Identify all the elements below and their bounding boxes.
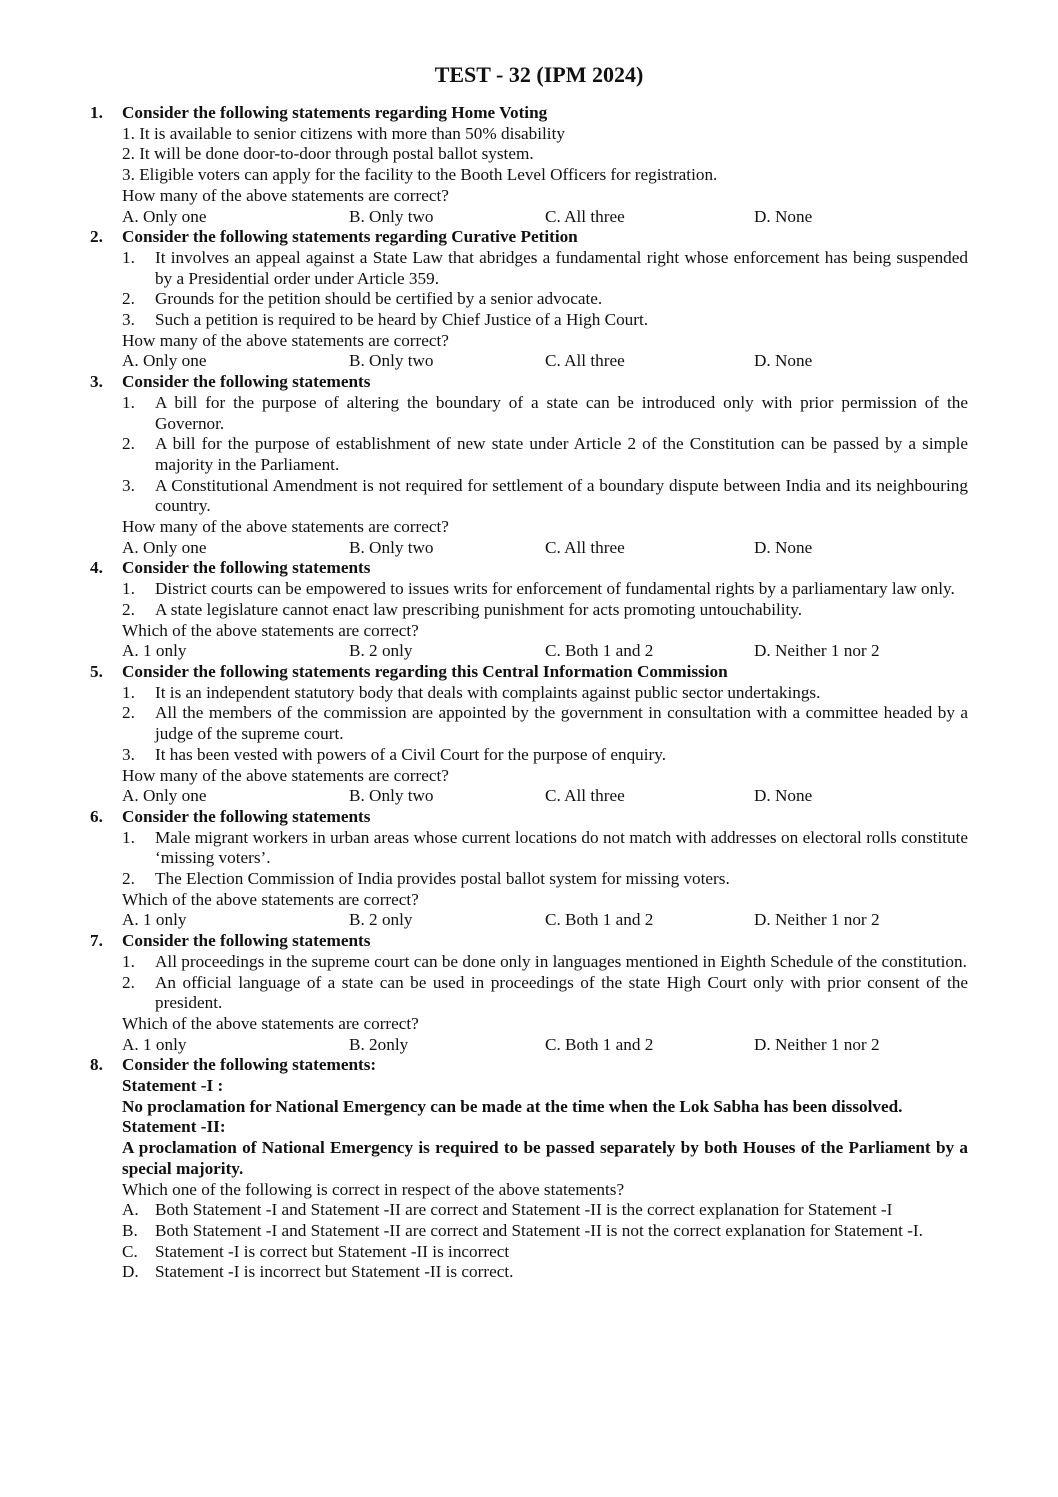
statement-number: 1. [122,392,135,412]
question-2 [90,227,968,372]
statement-number: 1. [122,827,135,847]
answer-options [122,910,968,931]
option-text: Both Statement -I and Statement -II are correct and Statement -II is not the correct explanation for Statement -I. [155,1220,923,1240]
question-prompt: Which one of the following is correct in respect of the above statements? [122,1179,625,1199]
option-letter: A. [122,1200,139,1220]
question-8 [90,1055,968,1283]
question-1 [90,103,968,227]
question-7 [90,931,968,1055]
statement-text: Such a petition is required to be heard by Chief Justice of a High Court. [155,310,649,330]
answer-option: D. None [754,351,813,371]
question-prompt: How many of the above statements are correct? [122,517,449,537]
statement-text: A bill for the purpose of altering the boundary of a state can be introduced only with prior permission of the Governor. [155,392,968,433]
statement-number: 3. [122,165,135,185]
statement-1-label: Statement -I : [122,1076,224,1096]
statement-item [122,434,968,475]
statement-number: 2. [122,869,135,889]
statement-number: 2. [122,703,135,723]
question-list [90,103,968,1055]
statement-item [122,124,968,145]
statement-item [122,393,968,434]
statement-item [122,952,968,973]
question-5 [90,662,968,807]
statement-item [122,683,968,704]
answer-option [122,1262,968,1283]
question-number: 1. [90,103,103,122]
answer-option: C. All three [545,786,625,806]
statement-text: District courts can be empowered to issues writs for enforcement of fundamental rights by a parliamentary law only. [155,579,955,599]
answer-options [122,538,968,559]
statement-number: 1. [122,247,135,267]
question-heading: Consider the following statements regarding Home Voting [122,103,548,122]
question-heading: Consider the following statements regarding Curative Petition [122,227,578,247]
question-number: 4. [90,558,103,578]
answer-option: C. Both 1 and 2 [545,641,654,661]
answer-option: B. 2 only [349,641,413,661]
question-4 [90,558,968,662]
answer-options [122,786,968,807]
question-heading: Consider the following statements: [122,1055,377,1075]
question-number: 5. [90,661,103,681]
answer-option: B. Only two [349,537,434,557]
question-prompt: How many of the above statements are correct? [122,185,449,205]
answer-option: B. Only two [349,786,434,806]
answer-option: D. None [754,206,813,226]
statement-item [122,869,968,890]
question-prompt: How many of the above statements are correct? [122,330,449,350]
answer-options [122,641,968,662]
option-text: Statement -I is incorrect but Statement -II is correct. [155,1262,514,1282]
statement-item [122,703,968,744]
statement-item [122,579,968,600]
question-number: 3. [90,372,103,392]
question-heading: Consider the following statements regarding this Central Information Commission [122,661,728,681]
option-letter: C. [122,1241,138,1261]
statement-2-text: A proclamation of National Emergency is required to be passed separately by both Houses of the Parliament by a special majority. [122,1138,968,1178]
statement-item [122,144,968,165]
question-6 [90,807,968,931]
statement-item [122,289,968,310]
question-number: 8. [90,1055,103,1075]
answer-options [122,351,968,372]
statement-item [122,828,968,869]
statement-text: A bill for the purpose of establishment of new state under Article 2 of the Constitution can be passed by a simple majority in the Parliament. [155,434,968,474]
statement-text: Male migrant workers in urban areas whose current locations do not match with addresses on electoral rolls constitute ‘missing voters’. [155,827,968,868]
statement-item [122,600,968,621]
answer-option: B. 2 only [349,910,413,930]
statement-text: A Constitutional Amendment is not required for settlement of a boundary dispute between India and its neighbouring country. [155,475,968,516]
answer-option: D. Neither 1 nor 2 [754,910,880,930]
question-prompt: Which of the above statements are correct? [122,1013,419,1033]
answer-option [122,1242,968,1263]
answer-option: A. Only one [122,786,207,806]
answer-option: C. All three [545,206,625,226]
answer-option: B. 2only [349,1034,409,1054]
answer-option: D. None [754,537,813,557]
answer-option: A. 1 only [122,641,187,661]
question-heading: Consider the following statements [122,806,371,826]
question-prompt: How many of the above statements are correct? [122,765,449,785]
question-3 [90,372,968,558]
question-number: 6. [90,806,103,826]
question-heading: Consider the following statements [122,558,371,578]
statement-number: 2. [122,599,135,619]
answer-option: B. Only two [349,206,434,226]
statement-text: Grounds for the petition should be certified by a senior advocate. [155,289,603,309]
answer-option: C. Both 1 and 2 [545,1034,654,1054]
answer-option: A. Only one [122,537,207,557]
statement-item [122,248,968,289]
test-title: TEST - 32 (IPM 2024) [434,62,644,87]
statement-text: It has been vested with powers of a Civil Court for the purpose of enquiry. [155,744,667,764]
answer-option: A. Only one [122,351,207,371]
statement-item [122,745,968,766]
statement-text: It is available to senior citizens with more than 50% disability [139,123,565,143]
statement-number: 3. [122,475,135,495]
statement-number: 1. [122,579,135,599]
question-number: 2. [90,227,103,247]
option-text: Statement -I is correct but Statement -II is incorrect [155,1241,510,1261]
statement-item [122,476,968,517]
answer-option: D. None [754,786,813,806]
answer-option: C. All three [545,537,625,557]
answer-option [122,1221,968,1242]
answer-option: B. Only two [349,351,434,371]
statement-item [122,310,968,331]
answer-option: C. Both 1 and 2 [545,910,654,930]
option-letter: B. [122,1220,138,1240]
option-letter: D. [122,1262,139,1282]
answer-option: A. Only one [122,206,207,226]
statement-text: Eligible voters can apply for the facility to the Booth Level Officers for registration. [139,165,718,185]
answer-option: D. Neither 1 nor 2 [754,1034,880,1054]
statement-text: All the members of the commission are appointed by the government in consultation with a committee headed by a judge of the supreme court. [155,703,968,744]
statement-number: 1. [122,951,135,971]
question-heading: Consider the following statements [122,372,371,392]
answer-option: A. 1 only [122,1034,187,1054]
statement-number: 1. [122,123,135,143]
statement-text: It will be done door-to-door through postal ballot system. [139,144,534,164]
statement-text: All proceedings in the supreme court can be done only in languages mentioned in Eighth Schedule of the constitution. [155,951,967,971]
statement-number: 2. [122,434,135,454]
statement-text: A state legislature cannot enact law prescribing punishment for acts promoting untouchability. [155,599,803,619]
answer-options [122,1035,968,1056]
statement-text: An official language of a state can be used in proceedings of the state High Court only with prior consent of the president. [155,972,968,1013]
statement-number: 2. [122,144,135,164]
option-text: Both Statement -I and Statement -II are correct and Statement -II is the correct explanation for Statement -I [155,1200,893,1220]
question-number: 7. [90,931,103,951]
question-prompt: Which of the above statements are correct? [122,889,419,909]
answer-option: D. Neither 1 nor 2 [754,641,880,661]
answer-option: C. All three [545,351,625,371]
answer-options [122,207,968,228]
statement-item [122,973,968,1014]
statement-number: 2. [122,289,135,309]
question-heading: Consider the following statements [122,931,371,951]
answer-option: A. 1 only [122,910,187,930]
answer-option [122,1200,968,1221]
statement-number: 3. [122,744,135,764]
question-prompt: Which of the above statements are correct? [122,620,419,640]
statement-item [122,165,968,186]
statement-text: The Election Commission of India provides postal ballot system for missing voters. [155,869,730,889]
statement-text: It involves an appeal against a State Law that abridges a fundamental right whose enforcement has being suspended by a Presidential order under Article 359. [155,247,968,288]
statement-number: 2. [122,972,135,992]
statement-2-label: Statement -II: [122,1117,226,1137]
statement-number: 1. [122,682,135,702]
answer-options [122,1200,968,1283]
statement-number: 3. [122,310,135,330]
statement-text: It is an independent statutory body that deals with complaints against public sector undertakings. [155,682,821,702]
statement-1-text: No proclamation for National Emergency can be made at the time when the Lok Sabha has been dissolved. [122,1096,903,1116]
